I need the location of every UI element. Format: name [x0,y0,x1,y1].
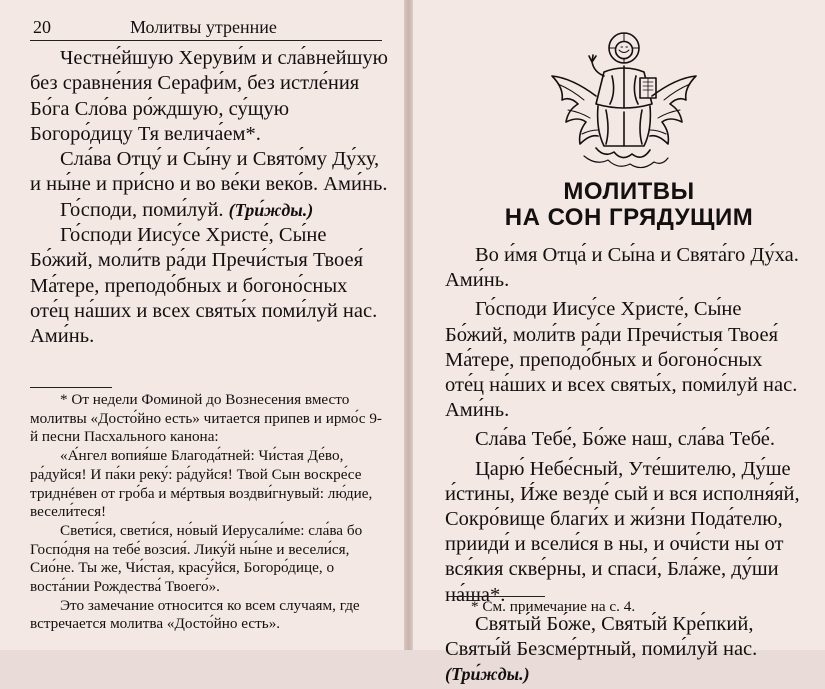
footnote-paragraph: Это замечание относится ко всем случаям, где встречается молитва «Досто́йно есть». [30,596,360,633]
christ-enthroned-icon [544,26,704,174]
left-page [0,0,404,650]
prayer-paragraph: Сла́ва Тебе́, Бо́же наш, сла́ва Тебе́. [475,428,776,451]
prayer-paragraph [30,198,388,223]
prayer-text: Святы́й Бо́же, Святы́й Кре́пкий, Святы́й Безсме́ртный, поми́луй нас. [445,612,758,661]
footnote-paragraph: «А́нгел вопия́ше Благода́тней: Чи́стая Де́во, ра́дуйся! И па́ки реку́: ра́дуйся! Твой Сын воскре́се триднéвен от гро́ба и мéртвыя воздви́гнувый: лю́дие, весели́теся! [30,447,373,521]
prayer-paragraph: Го́споди Иису́се Христе́, Сы́не Бо́жий, моли́тв ра́ди Пречи́стыя Твоея́ Ма́тере, преподо́бных и богоно́сных оте́ц на́ших и всех святы́х поми́луй нас. Ами́нь. [30,224,378,348]
prayer-paragraph: Царю́ Небе́сный, Уте́шителю, Ду́ше и́стины, И́же везде́ сый и вся исполня́яй, Сокро́вище благи́х и жи́зни Пода́телю, прииди́ и всели́ся в ны, и очи́сти ны от вся́кия скве́рны, и спаси́, Бла́же, ду́ши на́ша*. [445,457,800,606]
running-title: Молитвы утренние [130,17,277,37]
page-number: 20 [33,17,51,37]
prayer-paragraph [445,612,803,688]
right-page [413,0,825,685]
book-gutter [404,0,413,650]
footnote-paragraph: * От недели Фоминой до Вознесения вместо молитвы «Досто́йно есть» читается припев и ирмо́с 9-й песни Пасхального канона: [30,391,382,446]
section-heading [453,179,805,231]
header-divider [30,40,382,41]
footnote-divider [453,596,545,597]
prayer-paragraph: Честне́йшую Херуви́м и сла́внейшую без сравне́ния Серафи́м, без истле́ния Бо́га Сло́ва ро́ждшую, су́щую Богоро́дицу Тя велича́ем*. [30,47,388,145]
prayer-paragraph: Во и́мя Отца́ и Сы́на и Свята́го Ду́ха. Ами́нь. [445,244,799,292]
footnote: * См. примечание на с. 4. [471,598,636,615]
prayer-paragraph: Го́споди Иису́се Христе́, Сы́не Бо́жий, моли́тв ра́ди Пречи́стыя Твоея́ Ма́тере, преподо́бных и богоно́сных оте́ц на́ших и всех святы́х, поми́луй нас. Ами́нь. [445,298,798,422]
prayer-paragraph: Сла́ва Отцу́ и Сы́ну и Свято́му Ду́ху, и ны́не и при́сно и во ве́ки веко́в. Ами́нь. [30,148,388,196]
footnote-divider [30,387,112,388]
heading-line: НА СОН ГРЯДУЩИМ [504,204,754,231]
footnote-paragraph: Свети́ся, свети́ся, но́вый Иерусали́ме: сла́ва бо Госпо́дня на тебе́ возсия́. Лику́й ны́не и весели́ся, Сио́не. Ты же, Чи́стая, красу́йся, Богоро́дице, о воста́нии Рождества́ Твоего́». [30,521,363,596]
prayer-text: Го́споди, поми́луй. [60,198,224,221]
rubric-thrice: (Три́жды.) [228,199,314,220]
heading-line: МОЛИТВЫ [563,178,695,205]
right-body [445,243,803,689]
left-body [30,46,388,350]
footnotes [30,391,390,634]
rubric-thrice: (Три́жды.) [445,664,530,685]
